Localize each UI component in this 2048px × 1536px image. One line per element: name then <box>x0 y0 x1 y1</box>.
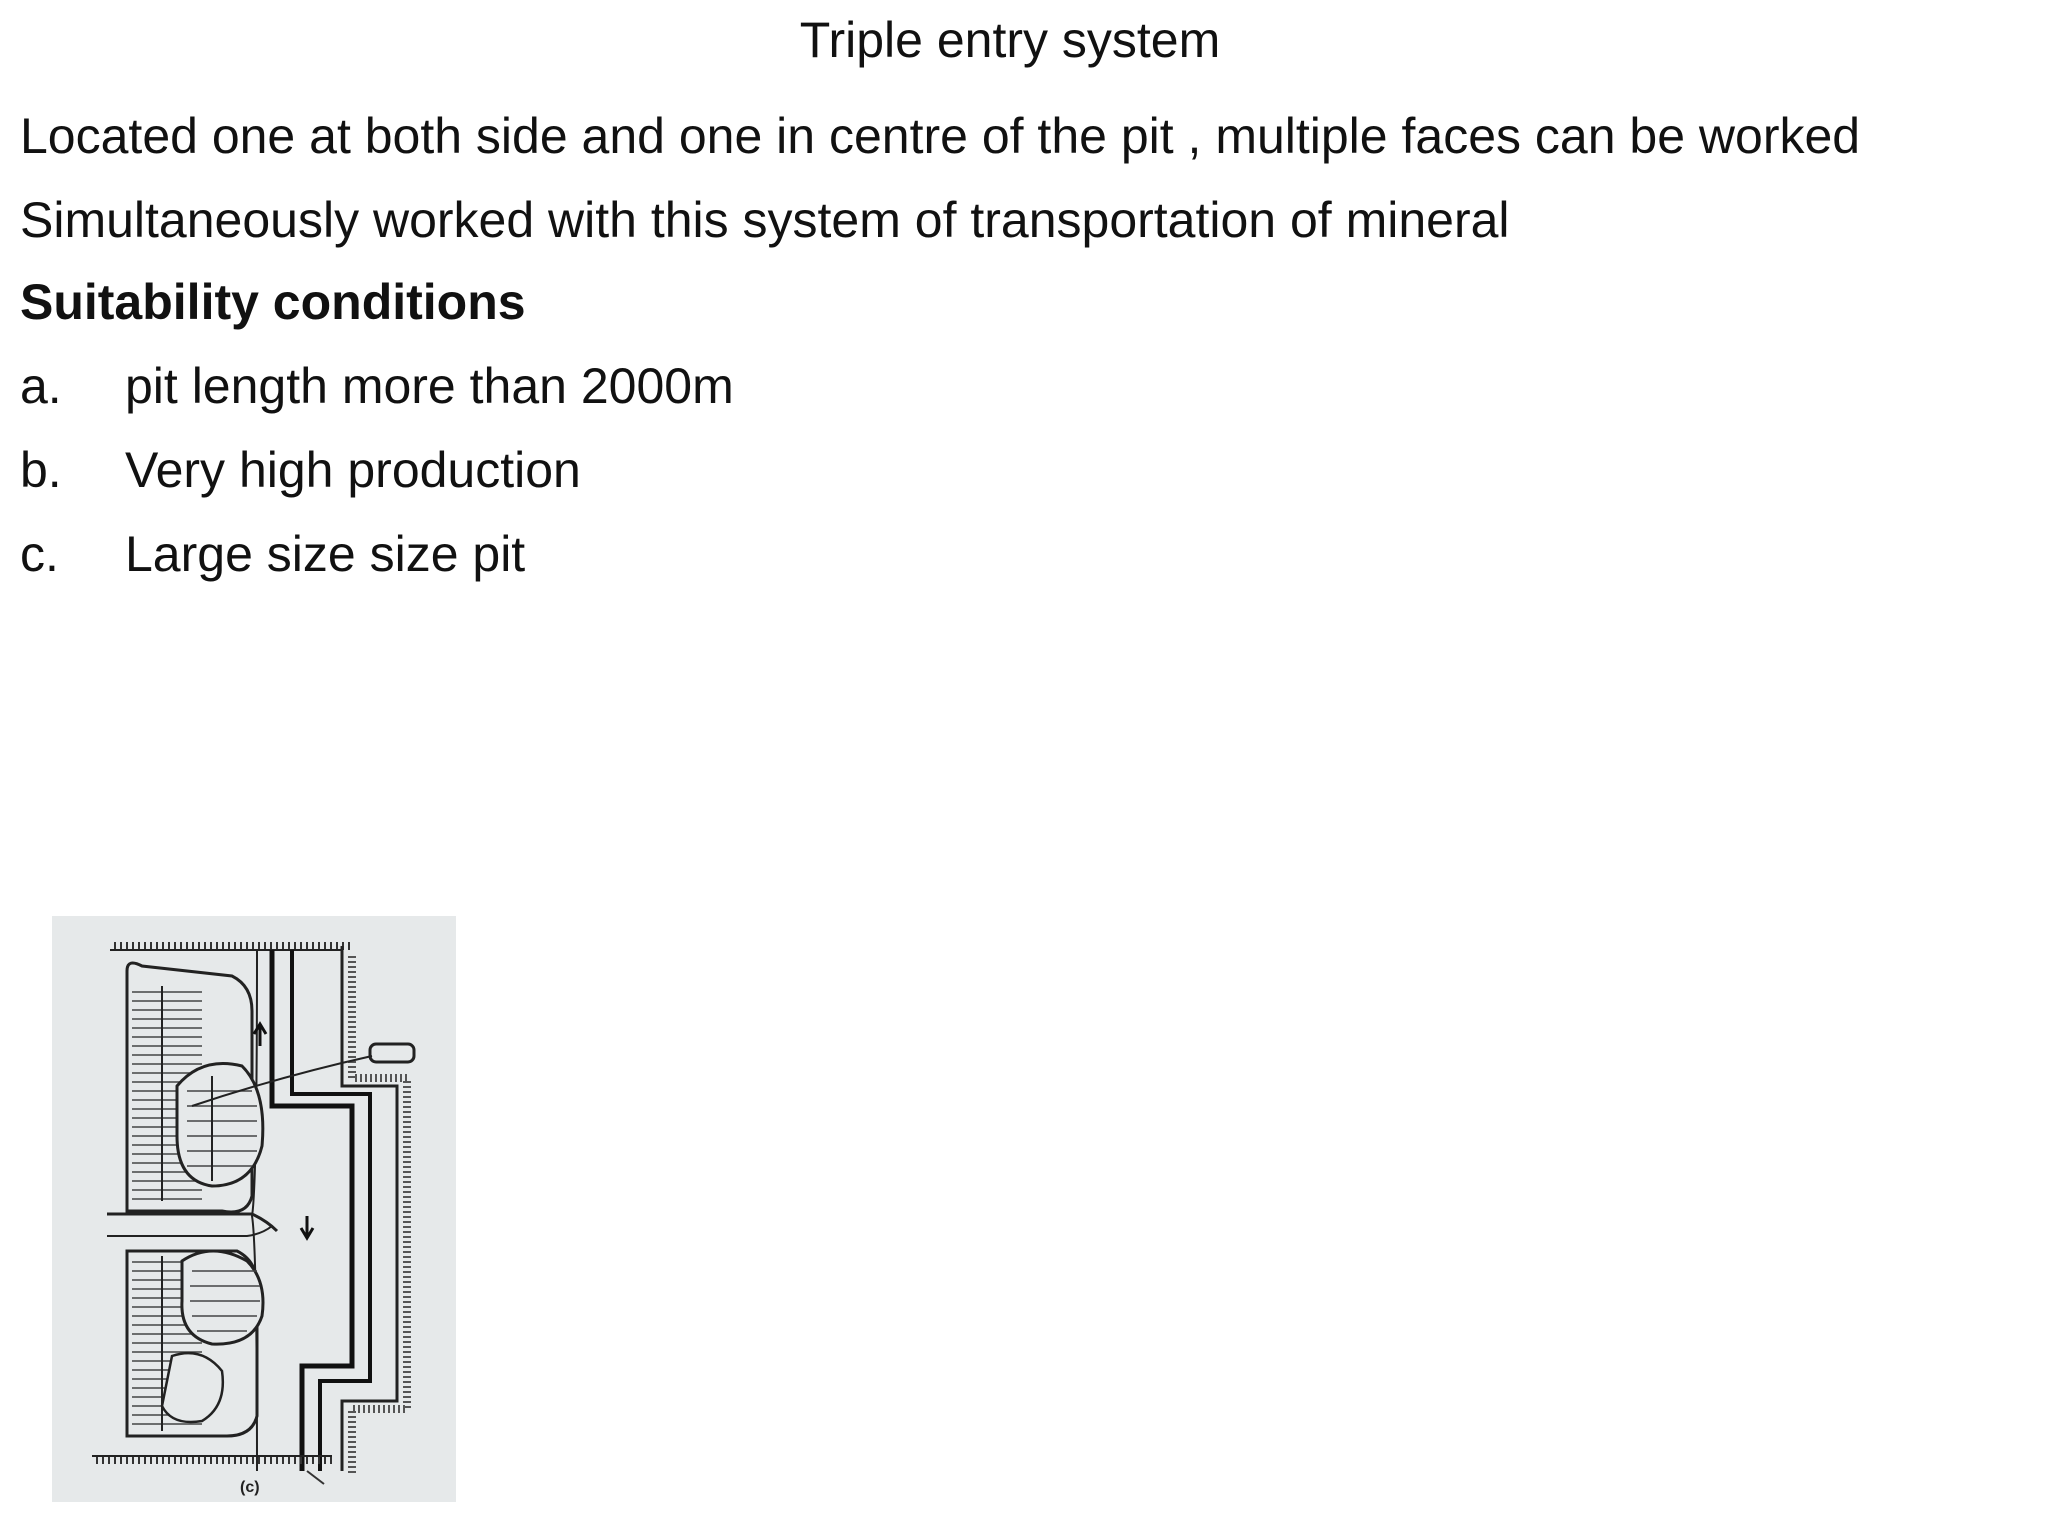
item-text: Very high production <box>125 442 581 498</box>
item-text: pit length more than 2000m <box>125 358 734 414</box>
suitability-item <box>20 354 734 418</box>
pit-diagram-figure <box>52 916 456 1502</box>
pit-layout-diagram <box>52 916 456 1502</box>
suitability-heading: Suitability conditions <box>20 274 526 330</box>
description-line-2: Simultaneously worked with this system of transportation of mineral <box>20 192 1510 248</box>
suitability-item <box>20 438 581 502</box>
suitability-item <box>20 522 525 586</box>
item-marker: c. <box>20 526 59 582</box>
figure-caption: (c) <box>240 1479 260 1496</box>
description-line-1: Located one at both side and one in centre of the pit , multiple faces can be worked <box>20 108 1861 164</box>
item-marker: a. <box>20 358 62 414</box>
arrow-down-icon <box>301 1216 313 1238</box>
item-marker: b. <box>20 442 62 498</box>
item-text: Large size size pit <box>125 526 526 582</box>
slide-title: Triple entry system <box>799 12 1221 68</box>
